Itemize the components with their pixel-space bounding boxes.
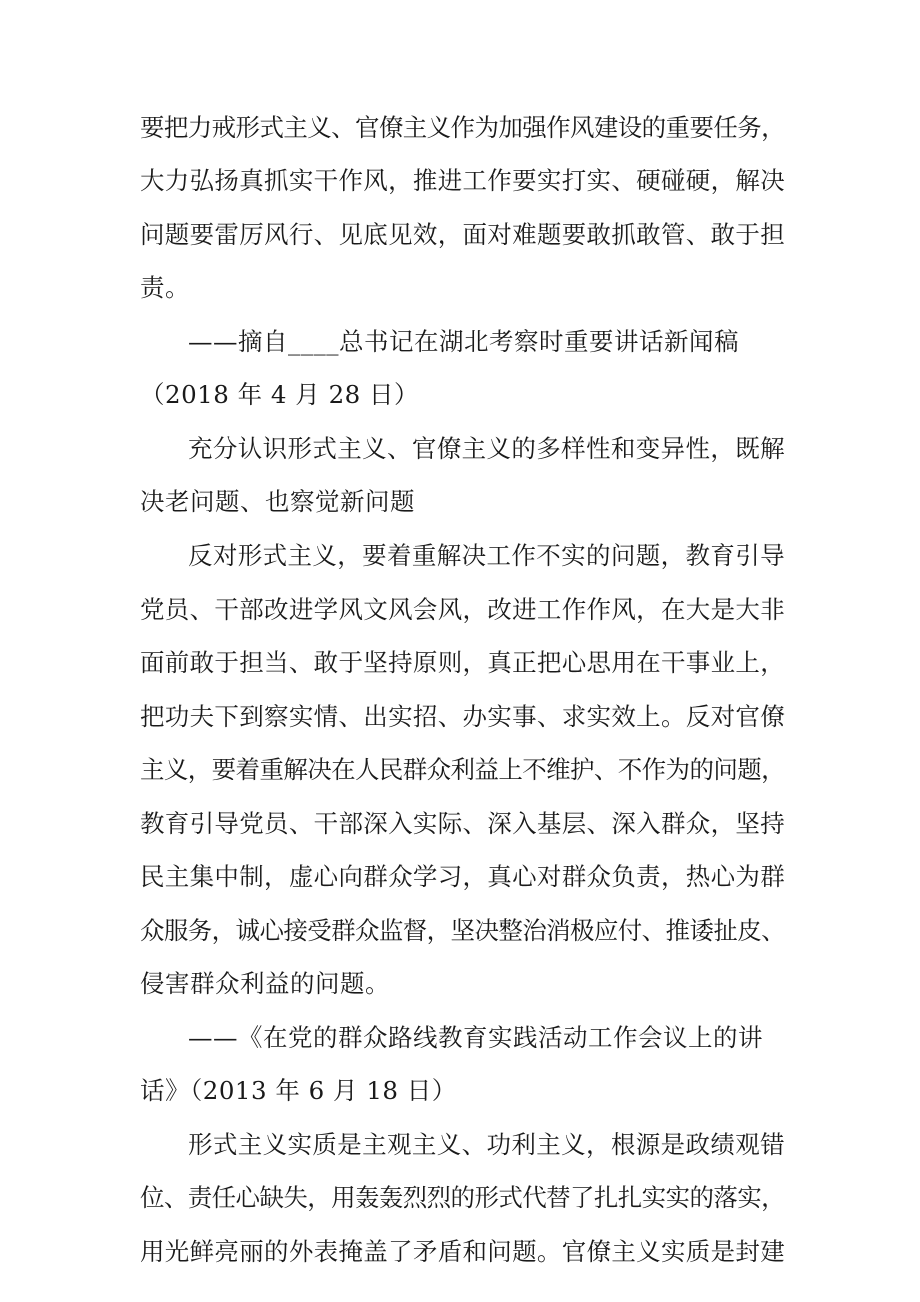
citation-line-1: ——摘自____总书记在湖北考察时重要讲话新闻稿 xyxy=(188,327,739,356)
text-line-3: 问题要雷厉风行、见底见效，面对难题要敢抓敢管、敢于担 xyxy=(140,220,785,249)
text-line-9: 反对形式主义，要着重解决工作不实的问题，教育引导 xyxy=(188,541,785,570)
text-line-10: 党员、干部改进学风文风会风，改进工作作风，在大是大非 xyxy=(140,595,785,624)
text-line-4: 责。 xyxy=(140,273,190,302)
text-line-7: 充分认识形式主义、官僚主义的多样性和变异性，既解 xyxy=(188,434,785,463)
text-line-17: 侵害群众利益的问题。 xyxy=(140,969,390,998)
text-line-2: 大力弘扬真抓实干作风，推进工作要实打实、硬碰硬，解决 xyxy=(140,166,785,195)
text-line-1: 要把力戒形式主义、官僚主义作为加强作风建设的重要任务， xyxy=(140,113,785,142)
text-line-14: 教育引导党员、干部深入实际、深入基层、深入群众，坚持 xyxy=(140,809,785,838)
text-line-22: 用光鲜亮丽的外表掩盖了矛盾和问题。官僚主义实质是封建 xyxy=(140,1237,785,1266)
text-line-12: 把功夫下到察实情、出实招、办实事、求实效上。反对官僚 xyxy=(140,702,785,731)
text-line-8: 决老问题、也察觉新问题 xyxy=(140,487,415,516)
citation-date-1: （2018 年 4 月 28 日） xyxy=(140,380,420,409)
text-line-16: 众服务，诚心接受群众监督，坚决整治消极应付、推诿扯皮、 xyxy=(140,916,785,945)
text-line-21: 位、责任心缺失，用轰轰烈烈的形式代替了扎扎实实的落实， xyxy=(140,1183,785,1212)
text-line-20: 形式主义实质是主观主义、功利主义，根源是政绩观错 xyxy=(188,1130,785,1159)
text-line-11: 面前敢于担当、敢于坚持原则，真正把心思用在干事业上， xyxy=(140,648,785,677)
text-line-13: 主义，要着重解决在人民群众利益上不维护、不作为的问题， xyxy=(140,755,785,784)
citation-line-2: ——《在党的群众路线教育实践活动工作会议上的讲 xyxy=(188,1023,763,1052)
citation-date-2: 话》（2013 年 6 月 18 日） xyxy=(140,1076,457,1105)
text-line-15: 民主集中制，虚心向群众学习，真心对群众负责，热心为群 xyxy=(140,862,785,891)
